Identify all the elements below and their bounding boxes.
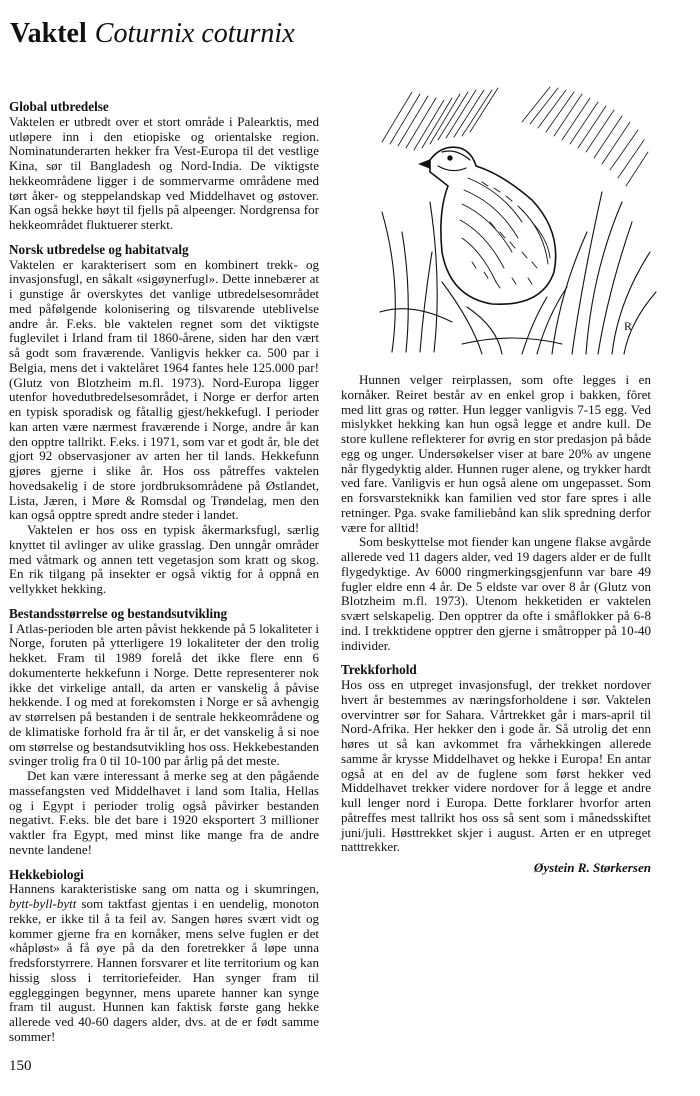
page-title <box>10 18 295 50</box>
paragraph-young: Som beskyttelse mot fiender kan ungene flakse avgårde allerede ved 11 dagers alder, ved 19 dagers alder er de fullt flygedyktige. Av 6000 ringmerkingsgjenfunn var bare 49 fugler eldre enn 4 år. De 5 eldste var over 8 år (Glutz von Blotzheim m.fl. 1973). Utenom hekketiden er vaktelen svært selskapelig. Den opptrer da ofte i småflokker på 6-8 ind. I trekktidene opptrer den gjerne i småtropper på 10-40 individer. <box>341 534 651 653</box>
paragraph-population: I Atlas-perioden ble arten påvist hekkende på 5 lokaliteter i Norge, foruten på ytterligere 19 lokaliteter der den trolig hekket. Fram til 1989 forelå det ikke flere enn 6 dokumenterte hekkefunn i Norge. Dette representerer nok ikke det virkelige antall, da arten er vanskelig å påvise hekkende. I og med at forekomsten i Norge er så avhengig av størrelsen på bestanden i de sentrale hekkeområdene og de klimatiske forhold fra år til år, er det vanskelig å si noe om størrelse og bestandsutvikling hos oss. Hekkebestanden svinger trolig fra 0 til 10-100 par årlig på det meste. <box>9 620 319 769</box>
quail-illustration <box>372 82 662 357</box>
left-column <box>9 100 319 1045</box>
paragraph-mass-capture: Det kan være interessant å merke seg at den pågående massefangsten ved Middelhavet i land som Italia, Hellas og i Egypt i perioder trolig også påvirker bestanden negativt. F.eks. ble det bare i 1920 eksportert 3 millioner vaktler fra Egypt, med minst like mange fra de andre nevnte landene! <box>9 768 319 857</box>
page-number: 150 <box>9 1058 32 1074</box>
heading-norwegian-distribution: Norsk utbredelse og habitatvalg <box>9 241 189 257</box>
song-phrase: bytt-byll-bytt <box>9 896 77 911</box>
heading-breeding-biology: Hekkebiologi <box>9 866 84 882</box>
heading-population: Bestandsstørrelse og bestandsutvikling <box>9 605 228 621</box>
paragraph-global-distribution: Vaktelen er utbredt over et stort område i Palearktis, med utløpere inn i den etiopiske og orientalske region. Nominatunderarten hekker fra Vest-Europa til det vestlige Kina, sør til Bangladesh og Nord-India. De viktigste hekkeområdene ligger i de sommervarme områdene med tørt åker- og steppelandskap ved Middelhavet og østover. Kan også hekke høyt til fjells på alpeenger. Nordgrensa for hekkeområdet fluktuerer sterkt. <box>9 113 319 232</box>
sky-hatching-lines <box>382 87 648 186</box>
heading-migration: Trekkforhold <box>341 662 417 678</box>
paragraph-nest: Hunnen velger reirplassen, som ofte legges i en kornåker. Reiret består av en enkel grop i bakken, fôret med litt gras og røtter. Hun legger vanligvis 7-15 egg. Ved mislykket hekking kan hun også legge et andre kull. De store kullene reflekterer for øvrig en stor predasjon på både egg og unger. Undersøkelser viser at bare 20% av ungene når flygedyktig alder. Hunnen ruger alene, og trykker hardt ved fare. Vanligvis er hun også alene om ungepasset. Som en forsvarsteknikk kan familien ved stor fare spres i alle retninger. Pga. svake familiebånd kan slik spredning derfor være for alltid! <box>341 372 651 535</box>
heading-global-distribution: Global utbredelse <box>9 99 109 114</box>
artist-signature: R <box>624 319 633 333</box>
species-latin-name: Coturnix coturnix <box>94 18 295 49</box>
paragraph-migration: Hos oss en utpreget invasjonsfugl, der trekket nordover hvert år bestemmes av næringsforholdene i sør. Vaktelen overvintrer sør for Sahara. Vårtrekket går i mars-april til Nord-Afrika. Her hekker den i gode år. Så utrolig det enn høres ut så kan avkommet fra vårhekkingen allerede samme år krysse Middelhavet og hekke i Europa! En antar også at en del av de fuglene som først hekker ved Middelhavet trekker videre nordover for å legge et andre kull lenger nord i Europa. Dette forklarer hvorfor arten påtreffes mest tallrikt hos oss så sent som i månedsskiftet juni/juli. Høsttrekket skjer i august. Arten er en utpreget natttrekker. <box>341 677 651 855</box>
paragraph-song: Hannens karakteristiske sang om natta og i skumringen, bytt-byll-bytt som taktfast gjentas i en uendelig, monoton rekke, er ikke til å ta feil av. Sangen høres svært vidt og kommer gjerne fra en kornåker, mens selve fuglen er det «håpløst» å få øye på da den foretrekker å løpe unna fredsforstyrrere. Hannen forsvarer et lite territorium og kan hissig sloss i territoriefeider. Han synger fram til eggleggingen begynner, mens uparete hanner kan synge fram til august. Hunnen kan faktisk første gang hekke allerede ved 40-60 dagers alder, dvs. at de er født samme sommer! <box>9 881 319 1044</box>
paragraph-song-continued: som taktfast gjentas i en uendelig, monoton rekke, er ikke til å ta feil av. Sangen høres svært vidt og kommer gjerne fra en kornåker, mens selve fuglen er det «håpløst» å få øye på da den foretrekker å løpe unna fredsforstyrrere. Hannen forsvarer et lite territorium og kan hissig sloss i territoriefeider. Han synger fram til eggleggingen begynner, mens uparete hanner kan synge fram til august. Hunnen kan faktisk første gang hekke allerede ved 40-60 dagers alder, dvs. at de er født samme sommer! <box>9 896 319 1044</box>
right-column <box>341 373 651 876</box>
author-name: Øystein R. Størkersen <box>533 860 651 875</box>
paragraph-habitat: Vaktelen er hos oss en typisk åkermarksfugl, særlig knyttet til avlinger av ulike grasslag. Den unngår områder med våtmark og annen tett vegetasjon som kratt og skog. En rik tilgang på insekter er også viktig for å oppnå en vellykket hekking. <box>9 522 319 596</box>
quail-figure <box>420 147 556 304</box>
paragraph-norwegian-distribution: Vaktelen er karakterisert som en kombinert trekk- og invasjonsfugl, en såkalt «sigøynerfugl». Dette innebærer at i gunstige år overskytes det vanlige utbredelsesområdet med påfølgende kolonisering og tilsvarende uteblivelse andre år. F.eks. ble vaktelen regnet som det viktigste fuglevilet i Irland fram til 1860-årene, siden har den vært så godt som fraværende. Vanligvis hekker ca. 500 par i Belgia, mens det i vaktelåret 1964 fantes hele 125.000 par! (Glutz von Blotzheim m.fl. 1973). Nord-Europa ligger utenfor hovedutbredelsesområdet, i Norge er derfor arten en typisk sporadisk og fåtallig gjest/hekkefugl. I perioder kan arten være nærmest fraværende i Norge, andre år kan den opptre tallrikt. F.eks. i 1971, som var et godt år, ble det gjort 92 observasjoner av arten her til lands. Hekkefunn gjøres gjerne i slike år. Hos oss påtreffes vaktelen hovedsakelig i de store jordbruksområdene på Østlandet, Lista, Jæren, i Møre & Romsdal og Trøndelag, men den kan også opptre spredt andre steder i landet. <box>9 256 319 523</box>
species-common-name: Vaktel <box>10 18 87 49</box>
